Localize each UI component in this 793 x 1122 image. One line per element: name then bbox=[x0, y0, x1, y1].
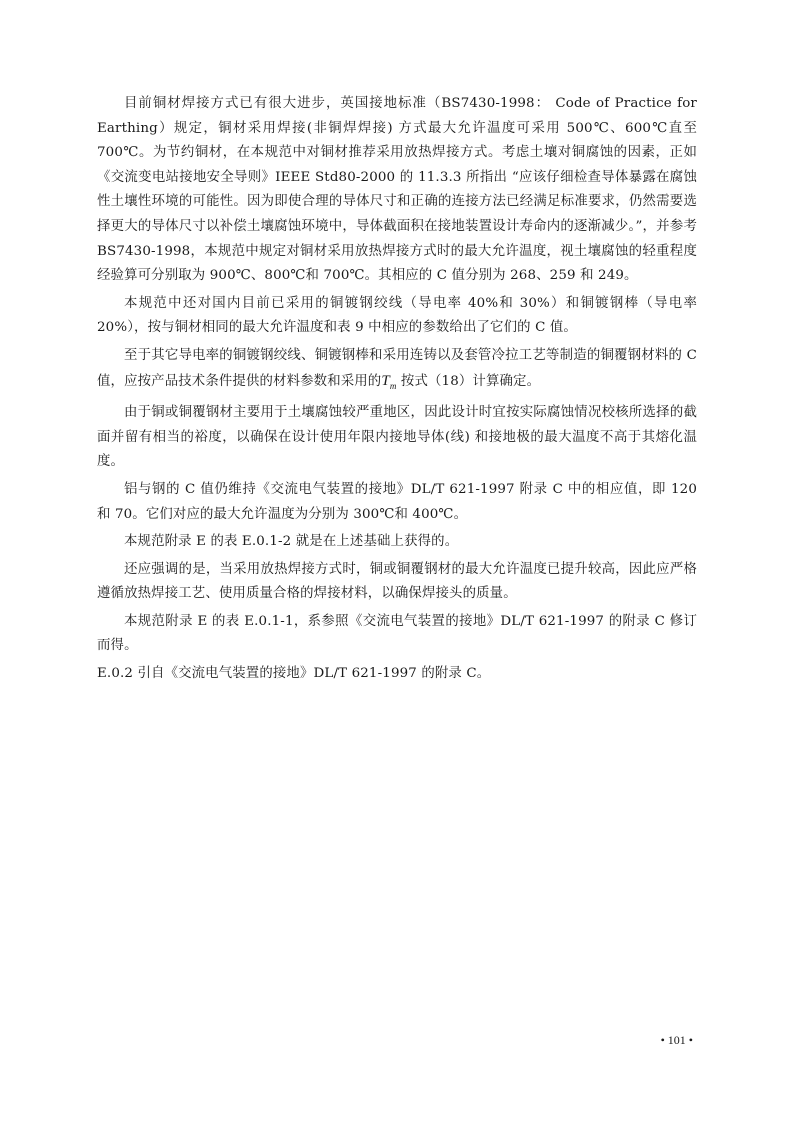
paragraph-other-conductivity bbox=[97, 344, 697, 398]
formula-text-after: 按式（18）计算确定。 bbox=[396, 373, 541, 389]
paragraph-e02: E.0.2 引自《交流电气装置的接地》DL/T 621-1997 的附录 C。 bbox=[97, 666, 491, 682]
paragraph-copper-clad-steel: 本规范中还对国内目前已采用的铜镀钢绞线（导电率 40%和 30%）和铜镀钢棒（导电率 20%），按与铜材相同的最大允许温度和表 9 中相应的参数给出了它们的 C 值。 bbox=[97, 295, 697, 336]
paragraph-corrosion-margin: 由于铜或铜覆钢材主要用于土壤腐蚀较严重地区，因此设计时宜按实际腐蚀情况校核所选择的截面并留有相当的裕度，以确保在设计使用年限内接地导体(线) 和接地极的最大温度不高于其熔化温度。 bbox=[97, 405, 697, 470]
paragraph-copper-welding: 目前铜材焊接方式已有很大进步，英国接地标准（BS7430-1998： Code of Practice for Earthing）规定，铜材采用焊接(非铜焊焊接) 方式最大允许温度可采用 500℃、600℃直至 700℃。为节约铜材，在本规范中对铜材推荐采用放热焊接方式。考虑土壤对铜腐蚀的因素，正如《交流变电站接地安全导则》IEEE Std80-2000 的 11.3.3 所指出 “应该仔细检查导体暴露在腐蚀性土壤性环境的可能性。因为即使合理的导体尺寸和正确的连接方法已经满足标准要求，仍然需要选择更大的导体尺寸以补偿土壤腐蚀环境中，导体截面积在接地装置设计寿命内的逐渐减少。”，并参考 BS7430-1998，本规范中规定对铜材采用放热焊接方式时的最大允许温度，视土壤腐蚀的轻重程度经验算可分别取为 900℃、800℃和 700℃。其相应的 C 值分别为 268、259 和 249。 bbox=[97, 96, 697, 284]
page-number: • 101 • bbox=[660, 1033, 693, 1047]
document-body bbox=[97, 92, 697, 690]
tm-symbol: $T_m$ bbox=[381, 372, 397, 391]
paragraph-table-e011: 本规范附录 E 的表 E.0.1-1，系参照《交流电气装置的接地》DL/T 621-1997 的附录 C 修订而得。 bbox=[97, 613, 697, 654]
paragraph-welding-emphasis: 还应强调的是，当采用放热焊接方式时，铜或铜覆钢材的最大允许温度已提升较高，因此应严格遵循放热焊接工艺、使用质量合格的焊接材料，以确保焊接头的质量。 bbox=[97, 561, 697, 602]
formula-text-before: 至于其它导电率的铜镀钢绞线、铜镀钢棒和采用连铸以及套管冷拉工艺等制造的铜覆钢材料的 C 值，应按产品技术条件提供的材料参数和采用的 bbox=[97, 347, 697, 389]
paragraph-table-e012: 本规范附录 E 的表 E.0.1-2 就是在上述基础上获得的。 bbox=[124, 534, 459, 550]
paragraph-aluminum-steel: 铝与钢的 C 值仍维持《交流电气装置的接地》DL/T 621-1997 附录 C 中的相应值，即 120 和 70。它们对应的最大允许温度为分别为 300℃和 400℃。 bbox=[97, 481, 697, 522]
